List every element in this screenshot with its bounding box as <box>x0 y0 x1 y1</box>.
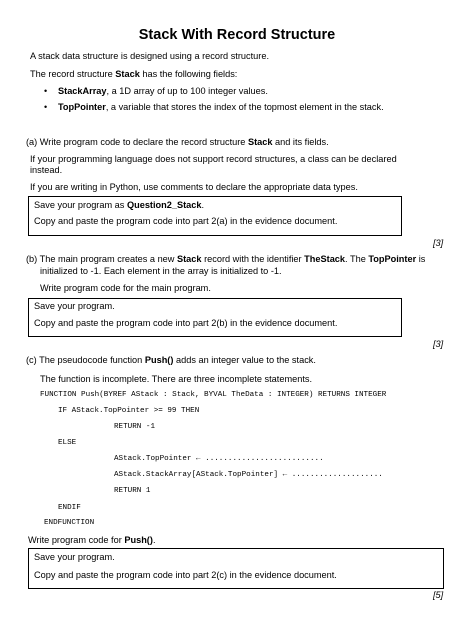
save-instruction: Save your program as Question2_Stack. <box>34 200 205 210</box>
question-b: (b) The main program creates a new Stack record with the identifier TheStack. The TopPointer is <box>26 254 426 264</box>
field-toppointer: TopPointer, a variable that stores the index of the topmost element in the stack. <box>58 102 384 112</box>
question-c-task: Write program code for Push(). <box>28 535 156 545</box>
intro-line: A stack data structure is designed using a record structure. <box>30 51 269 61</box>
intro-fields-line: The record structure Stack has the following fields: <box>30 69 238 79</box>
field-stackarray: StackArray, a 1D array of up to 100 integer values. <box>58 86 268 96</box>
code-line-toppointer: AStack.TopPointer ← .......................... <box>114 455 324 463</box>
page-title: Stack With Record Structure <box>138 27 336 43</box>
code-line-if: IF AStack.TopPointer >= 99 THEN <box>58 407 200 415</box>
copy-instruction: Copy and paste the program code into part 2(c) in the evidence document. <box>34 570 337 580</box>
instruction-box-b <box>28 298 402 337</box>
question-b-cont: initialized to -1. Each element in the array is initialized to -1. <box>40 266 282 276</box>
code-line-else: ELSE <box>58 439 77 447</box>
save-instruction: Save your program. <box>34 552 115 562</box>
instruction-box-a <box>28 196 402 236</box>
marks-a: [3] <box>433 238 444 248</box>
copy-instruction: Copy and paste the program code into part 2(a) in the evidence document. <box>34 216 338 226</box>
code-line-return-success: RETURN 1 <box>114 487 151 495</box>
note-record: If your programming language does not support record structures, a class can be declared <box>30 154 397 164</box>
marks-b: [3] <box>433 339 444 349</box>
code-line-endif: ENDIF <box>58 504 81 512</box>
bullet-icon: • <box>44 102 48 112</box>
save-instruction: Save your program. <box>34 301 115 311</box>
note-python: If you are writing in Python, use comments to declare the appropriate data types. <box>30 182 358 192</box>
question-c-note: The function is incomplete. There are three incomplete statements. <box>40 374 313 384</box>
code-line-return-fail: RETURN -1 <box>114 423 156 431</box>
marks-c: [5] <box>433 590 444 600</box>
question-c: (c) The pseudocode function Push() adds an integer value to the stack. <box>26 355 316 365</box>
bullet-icon: • <box>44 86 48 96</box>
question-b-task: Write program code for the main program. <box>40 283 211 293</box>
note-record-cont: instead. <box>30 165 63 175</box>
code-line-function: FUNCTION Push(BYREF AStack : Stack, BYVAL TheData : INTEGER) RETURNS INTEGER <box>40 391 387 399</box>
code-line-endfunction: ENDFUNCTION <box>44 519 95 527</box>
copy-instruction: Copy and paste the program code into part 2(b) in the evidence document. <box>34 318 338 328</box>
instruction-box-c <box>28 548 444 589</box>
question-a: (a) Write program code to declare the record structure Stack and its fields. <box>26 137 329 147</box>
code-line-stackarray: AStack.StackArray[AStack.TopPointer] ← .................... <box>114 471 383 479</box>
